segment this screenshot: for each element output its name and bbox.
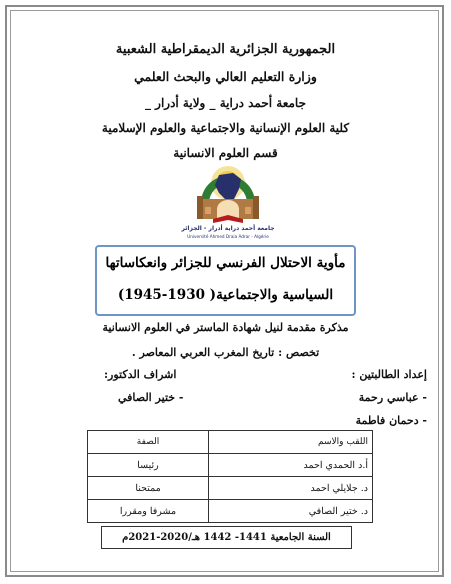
student-name: - عباسي رحمة xyxy=(358,391,427,404)
logo-french-name: Université Ahmed Draia Adrar - Algérie xyxy=(187,234,269,239)
thesis-title-line1: مأوية الاحتلال الفرنسي للجزائر وانعكاساتها xyxy=(105,255,346,271)
jury-member-role: مشرفا ومقررا xyxy=(88,500,209,523)
thesis-title-box xyxy=(95,245,356,316)
republic-heading: الجمهورية الجزائرية الديمقراطية الشعبية xyxy=(115,42,336,57)
faculty-heading: كلية العلوم الإنسانية والاجتماعية والعلوم الإسلامية xyxy=(101,121,350,135)
supervisor-name: - ختير الصافي xyxy=(118,391,184,404)
jury-member-role: ممتحنا xyxy=(88,477,209,500)
jury-name-header: اللقب والاسم xyxy=(209,431,373,454)
jury-member-name: أ.د الحمدي احمد xyxy=(209,454,373,477)
department-heading: قسم العلوم الانسانية xyxy=(173,146,278,160)
table-row xyxy=(88,500,373,523)
logo-arabic-name: جامعة أحمد دراية أدرار - الجزائر xyxy=(181,225,275,232)
academic-year: السنة الجامعية 1441- 1442 هـ/2020-2021م xyxy=(101,526,352,549)
ministry-heading: وزارة التعليم العالي والبحث العلمي xyxy=(134,69,317,84)
student-name: - دحمان فاطمة xyxy=(355,414,427,427)
university-heading: جامعة أحمد دراية _ ولاية أدرار _ xyxy=(144,96,307,110)
table-row xyxy=(88,477,373,500)
table-row xyxy=(88,454,373,477)
university-logo xyxy=(173,163,283,241)
jury-header-row xyxy=(88,431,373,454)
jury-member-role: رئيسا xyxy=(88,454,209,477)
memo-purpose: مذكرة مقدمة لنيل شهادة الماستر في العلوم الانسانية xyxy=(102,321,349,334)
prepared-by-label: إعداد الطالبتين : xyxy=(351,368,427,381)
jury-member-name: د. جلايلي احمد xyxy=(209,477,373,500)
jury-role-header: الصفة xyxy=(88,431,209,454)
memo-specialty: تخصص : تاريخ المغرب العربي المعاصر . xyxy=(131,346,320,359)
jury-member-name: د. ختير الصافي xyxy=(209,500,373,523)
thesis-title-line2: السياسية والاجتماعية( 1930-1945) xyxy=(117,287,334,303)
supervisor-label: اشراف الدكتور: xyxy=(104,368,177,381)
jury-table xyxy=(87,430,373,523)
